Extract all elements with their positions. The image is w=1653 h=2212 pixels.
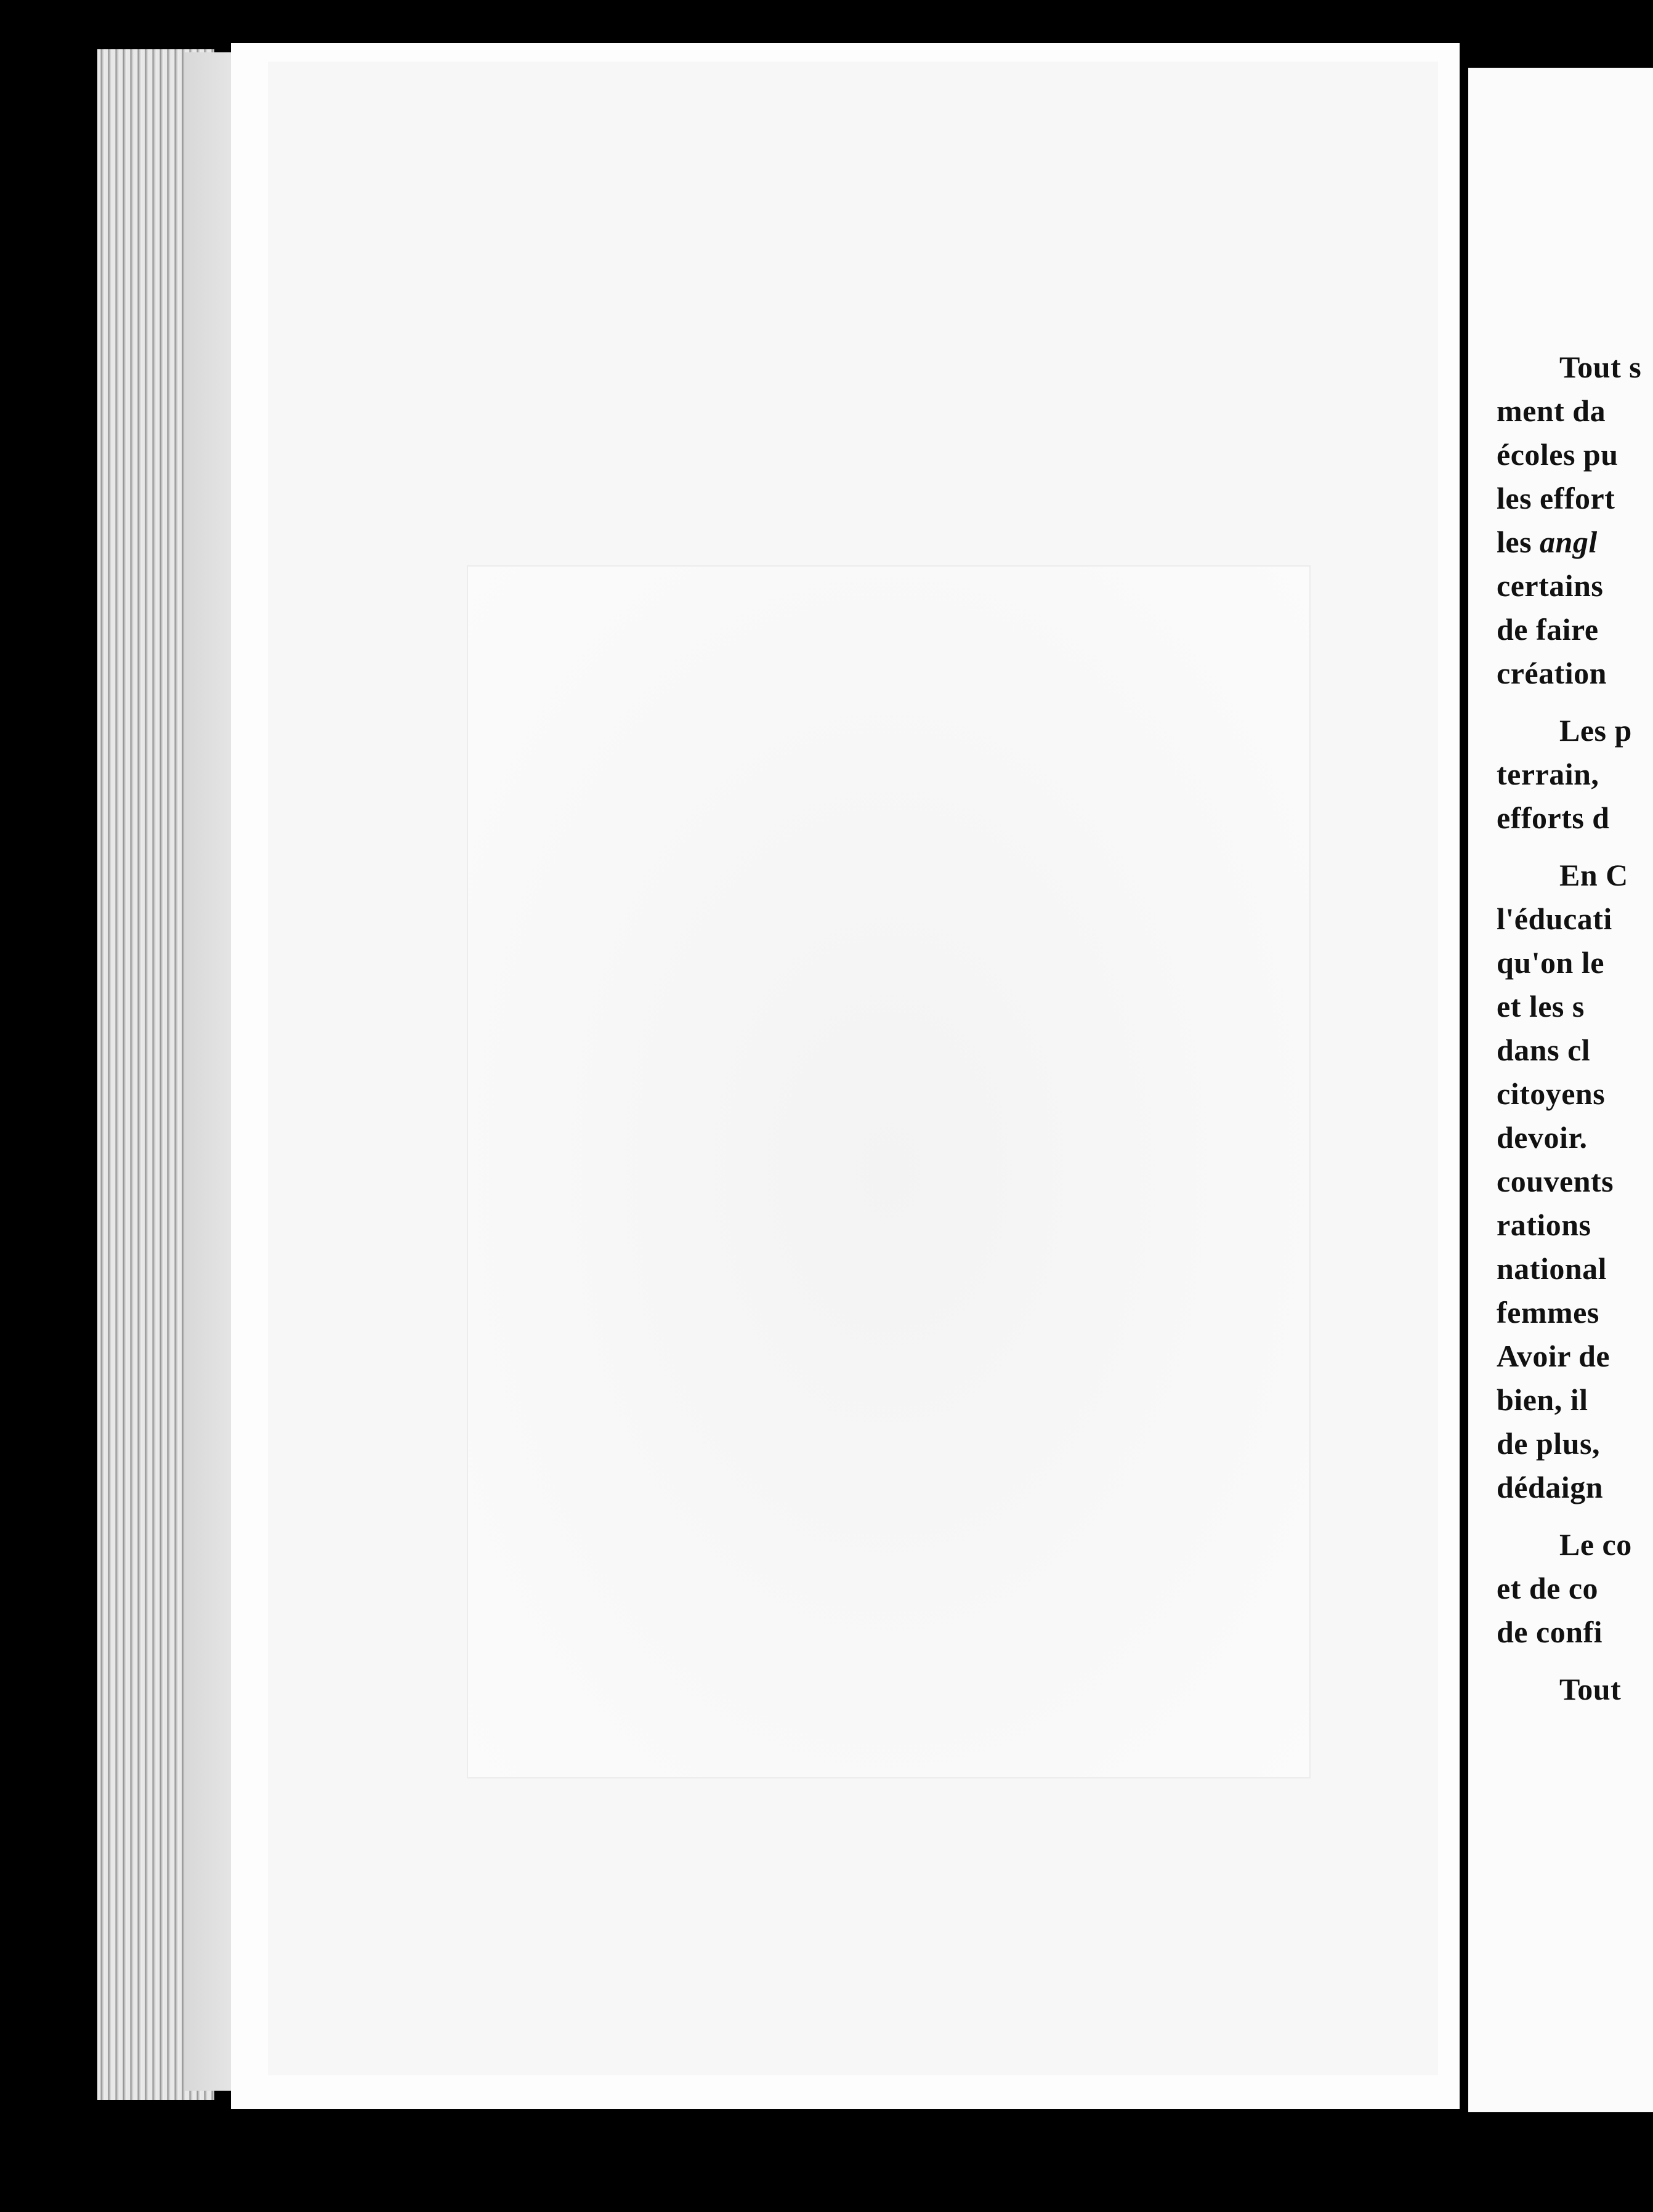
text-line: et de co: [1497, 1571, 1599, 1605]
text-line: dans cl: [1497, 1033, 1591, 1067]
text-line: terrain,: [1497, 757, 1599, 791]
text-line: Les p: [1559, 713, 1632, 748]
text-line-prefix: les: [1497, 525, 1540, 559]
text-line: citoyens: [1497, 1076, 1606, 1111]
text-line: couvents: [1497, 1164, 1614, 1198]
text-line: les effort: [1497, 481, 1615, 515]
italic-word: angl: [1540, 525, 1598, 559]
right-page: [1468, 68, 1653, 2112]
text-line: certains: [1497, 568, 1604, 603]
text-line: création: [1497, 656, 1607, 690]
text-line: dédaign: [1497, 1470, 1604, 1504]
text-line: En C: [1559, 858, 1628, 892]
text-line: de plus,: [1497, 1426, 1600, 1461]
text-line: Avoir de: [1497, 1339, 1611, 1373]
text-line: qu'on le: [1497, 945, 1604, 980]
text-line: rations: [1497, 1208, 1591, 1242]
text-line: de faire: [1497, 612, 1599, 647]
text-line: écoles pu: [1497, 437, 1619, 472]
text-line: [1497, 523, 1598, 560]
text-line: ment da: [1497, 394, 1606, 428]
ghost-illustration-frame: [467, 565, 1311, 1778]
text-line: efforts d: [1497, 801, 1610, 835]
gutter: [1460, 0, 1468, 2212]
text-line: Le co: [1559, 1527, 1632, 1562]
text-line: femmes: [1497, 1295, 1599, 1330]
text-line: bien, il: [1497, 1383, 1588, 1417]
text-line: Tout s: [1559, 350, 1642, 384]
text-line: l'éducati: [1497, 902, 1612, 936]
text-line: Tout: [1559, 1672, 1622, 1706]
text-line: devoir.: [1497, 1120, 1588, 1155]
text-line: national: [1497, 1251, 1607, 1286]
text-line: et les s: [1497, 989, 1585, 1023]
text-line: de confi: [1497, 1615, 1603, 1649]
